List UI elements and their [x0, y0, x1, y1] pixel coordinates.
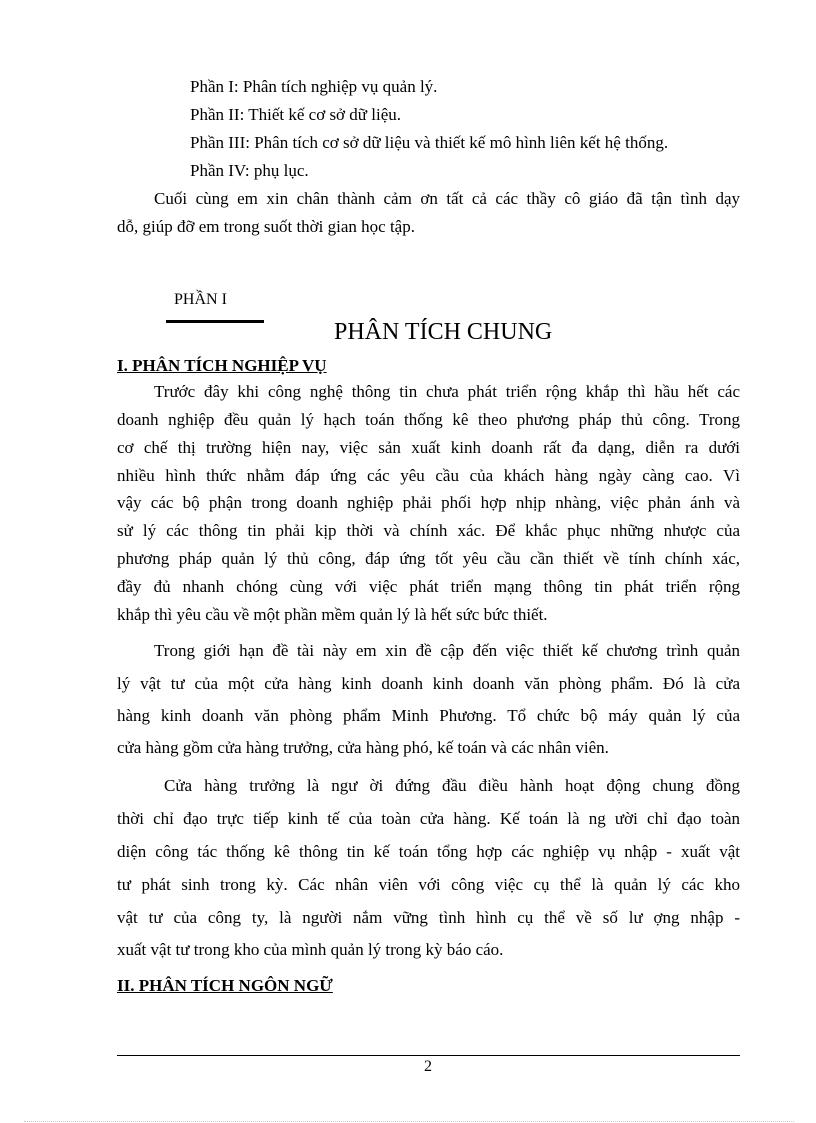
paragraph-line: lý vật tư của một cửa hàng kinh doanh kinh doanh văn phòng phẩm. Đó là cửa — [117, 674, 740, 693]
paragraph-line: thời chỉ đạo trực tiếp kinh tế của toàn cửa hàng. Kế toán là ng ười chỉ đạo toàn — [117, 809, 740, 828]
toc-item: Phần II: Thiết kế cơ sở dữ liệu. — [190, 105, 402, 124]
toc-item: Phần III: Phân tích cơ sở dữ liệu và thiết kế mô hình liên kết hệ thống. — [190, 133, 669, 152]
paragraph-line: cơ chế thị trường hiện nay, việc sản xuất kinh doanh rất đa dạng, diễn ra dưới — [117, 438, 740, 457]
paragraph-line: vậy các bộ phận trong doanh nghiệp phải phối hợp nhịp nhàng, việc phản ánh và — [117, 493, 740, 512]
paragraph-line: cửa hàng gồm cửa hàng trưởng, cửa hàng phó, kế toán và các nhân viên. — [117, 738, 609, 757]
section-heading: II. PHÂN TÍCH NGÔN NGỮ — [117, 976, 333, 995]
paragraph-line: tư phát sinh trong kỳ. Các nhân viên với công việc cụ thể là quản lý các kho — [117, 875, 740, 894]
footer-rule — [117, 1055, 740, 1056]
paragraph-line: diện công tác thống kê thông tin kế toán tổng hợp các nghiệp vụ nhập - xuất vật — [117, 842, 740, 861]
paragraph-line: Trước đây khi công nghệ thông tin chưa phát triển rộng khắp thì hầu hết các — [154, 382, 740, 401]
toc-item: Phần IV: phụ lục. — [190, 161, 309, 180]
paragraph-line: Cửa hàng trưởng là ngư ời đứng đầu điều hành hoạt động chung đồng — [164, 776, 740, 795]
page-number: 2 — [424, 1058, 432, 1075]
paragraph-line: đầy đủ nhanh chóng cùng với việc phát triển mạng thông tin phát triển rộng — [117, 577, 740, 596]
paragraph-line: Trong giới hạn đề tài này em xin đề cập đến việc thiết kế chương trình quản — [154, 641, 740, 660]
paragraph-line: hàng kinh doanh văn phòng phẩm Minh Phương. Tổ chức bộ máy quản lý của — [117, 706, 740, 725]
paragraph-line: nhiều hình thức nhằm đáp ứng các yêu cầu của khách hàng ngày càng cao. Vì — [117, 466, 740, 485]
part-label: PHẦN I — [174, 291, 227, 308]
toc-item: Phần I: Phân tích nghiệp vụ quản lý. — [190, 77, 438, 96]
section-heading: I. PHÂN TÍCH NGHIỆP VỤ — [117, 356, 327, 375]
paragraph-line: phương pháp quản lý thủ công, đáp ứng tốt yêu cầu cần thiết về tính chính xác, — [117, 549, 740, 568]
closing-line: dỗ, giúp đỡ em trong suốt thời gian học tập. — [117, 217, 415, 236]
part-title: PHÂN TÍCH CHUNG — [334, 319, 553, 345]
paragraph-line: vật tư của công ty, là người nắm vững tình hình cụ thể về số lư ợng nhập - — [117, 908, 740, 927]
paragraph-line: doanh nghiệp đều quản lý hạch toán thống kê theo phương pháp thủ công. Trong — [117, 410, 740, 429]
paragraph-line: khắp thì yêu cầu về một phần mềm quản lý là hết sức bức thiết. — [117, 605, 548, 624]
paragraph-line: sử lý các thông tin phải kịp thời và chính xác. Để khắc phục những nhược của — [117, 521, 740, 540]
closing-line: Cuối cùng em xin chân thành cảm ơn tất cả các thầy cô giáo đã tận tình dạy — [154, 189, 740, 208]
page-edge-divider — [24, 1121, 794, 1122]
part-underline-rule — [166, 320, 264, 323]
paragraph-line: xuất vật tư trong kho của mình quản lý trong kỳ báo cáo. — [117, 940, 504, 959]
